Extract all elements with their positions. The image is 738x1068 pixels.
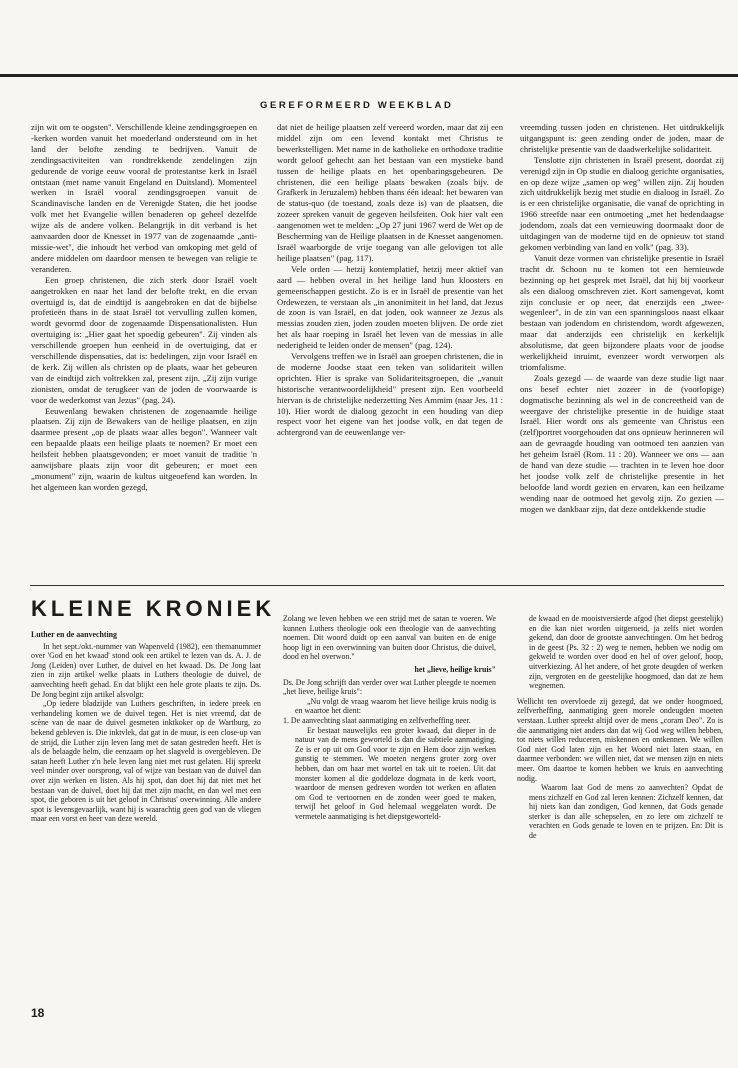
- article-column-3: [520, 122, 724, 515]
- paragraph: Wellicht ten overvloede zij gezegd, dat we onder hoogmoed, zelfverheffing, aanmatiging geen morele ondeugden moeten verstaan. Luther spreekt altijd over de mens „coram Deo". Zo is die aanmatiging niet anders dan dat wij God weg willen hebben, tot niets willen reduceren, miskennen en ontkennen. We willen God niet God laten zijn en het Woord niet laten staan, en daarmee verbonden: we willen niet, dat we mensen zijn en niets meer. Om daartoe te komen hebben we kruis en aanvechting nodig.: [517, 696, 723, 783]
- list-item: 1. De aanvechting slaat aanmatiging en zelfverheffing neer.: [283, 715, 471, 725]
- kroniek-column-3: [517, 614, 723, 841]
- paragraph: vreemding tussen joden en christenen. Het uitdrukkelijk uitgangspunt is: geen zending onder de joden, maar de christelijke presentie van de daadwerkelijke solidariteit.: [520, 122, 724, 154]
- article-column-2: [277, 122, 503, 438]
- quote-paragraph: Waarom laat God de mens zo aanvechten? Opdat de mens zichzelf en God zal leren kennen: Zichzelf kennen, dat hij niets kan dan zondigen, God kennen, dat Gods genade sterker is dan alle schepselen, en zo lere om zichzelf te verachten en Gods genade te loven en te prijzen. En: Dit is de: [529, 783, 723, 841]
- quote-paragraph: Er bestaat nauwelijks een groter kwaad, dat dieper in de natuur van de mens geworteld is dan die subtiele aanmatiging. Ze is er op uit om God voor te zijn en Hem door zijn werken gunstig te stemmen. We moeten nergens groter zorg over hebben, dan om haar met wortel en tak uit te roeien. Uit dat monster komen al die goddeloze dogmata in de kerk voort, waardoor de mensen gedreven worden tot werken en aflaten om God te vertoornen en de zonden weer goed te maken, terwijl het geloof in God helemaal weggelaten wordt. De vermetele aanmatiging is het diepstgeworteld-: [295, 725, 496, 821]
- subheading: het „lieve, heilige kruis": [414, 664, 496, 674]
- paragraph: Ds. De Jong schrijft dan verder over wat Luther pleegde te noemen „het lieve, heilige kruis":: [283, 677, 496, 697]
- masthead: GEREFORMEERD WEEKBLAD: [260, 100, 454, 111]
- kroniek-column-2: [283, 614, 496, 821]
- quote-paragraph: de kwaad en de mooistversierde afgod (het diepst geestelijk) en die kan niet worden uitgeroeid, ja zelfs niet worden gekend, dan door de grootste aanvechtingen. Om het bedrog in de geest (Ps. 32 : 2) weg te nemen, hebben we nodig om gekweld te worden over dood en hel of over geloof, hoop, uitverkiezing. Al het andere, of het grote deugden of werken zijn, vergroten en de geestelijke hoogmoed, dan dat ze hem wegnemen.: [529, 614, 723, 691]
- paragraph: zijn wit om te oogsten". Verschillende kleine zendingsgroepen en -kerken worden vanuit het moederland ondersteund om in het land der belofte zending te bedrijven. Vanuit de zendingsactiviteiten van rondtrekkende zendelingen zijn gedurende de vorige eeuw vooral de protestantse kerk in Israël ontstaan (met name vanuit Engeland en Duitsland). Momenteel werken in Israël vooral zendingsgroepen vanuit de Scandinavische landen en de Verenigde Staten, die het joodse volk met het Evangelie willen benaderen op geheel dezelfde wijze als de andere volken. Belangrijk in dit verband is het aanvaarden door de Knesset in 1977 van de zogenaamde „anti-missie-wet", die inhoudt het verbod van omkoping met geld of andere middelen om daardoor mensen te bewegen van religie te veranderen.: [31, 122, 257, 274]
- paragraph: Vele orden — hetzij kontemplatief, hetzij meer aktief van aard — hebben overal in het heilige land hun kloosters en gemeenschappen gesticht. Zo is er in Israël de presentie van het Ordewezen, te verstaan als „in anonimiteit in het land, dat Jezus de zoon is van Israël, en dat joden, ook wanneer ze Jezus als messias zouden zien, joden zouden moeten blijven. De orde ziet het als haar roeping in Israël het leven van de messias in alle nederigheid te leiden onder de mensen" (pag. 124).: [277, 263, 503, 351]
- paragraph: dat niet de heilige plaatsen zelf vereerd worden, maar dat zij een middel zijn om een levend kontakt met Christus te bewerkstelligen. Met name in de katholieke en orthodoxe traditie wordt geloof gehecht aan het bestaan van een mystieke band tussen de heilige plaats en het openbaringsgebeuren. De christenen, die een heilige plaats bewaken (zoals bijv. de Grafkerk in Jeruzalem) hebben thans één ideaal: het bewaren van de status-quo (de toestand, zoals deze is) van de plaatsen, die zozeer spreken vanuit de gegeven heilsfeiten. Ook hier valt een aangenomen wet te melden: „Op 27 juni 1967 werd de Wet op de Bescherming van de Heilige plaatsen in de Knesset aangenomen. Israël waarborgde de vrije toegang van alle gelovigen tot alle heilige plaatsen" (pag. 117).: [277, 122, 503, 263]
- page-number: 18: [31, 1006, 45, 1020]
- paragraph: Tenslotte zijn christenen in Israël present, doordat zij verenigd zijn in Op studie en dialoog gerichte organisaties, en op deze wijze „samen op weg" willen zijn. Zij houden zich uitdrukkelijk bezig met studie en dialoog in Israël. Zo is er een christelijke organisatie, die vanaf de oprichting in 1966 streefde naar een ontmoeting „met het hedendaagse jodendom, zoals dat een vernieuwing doormaakt door de uitdagingen van de moderne tijd en de opnieuw tot stand gekomen verbinding van land en volk" (pag. 33).: [520, 154, 724, 252]
- kroniek-title: KLEINE KRONIEK: [31, 596, 276, 621]
- paragraph: Zoals gezegd — de waarde van deze studie ligt naar ons besef echter niet zozeer in de (voorlopige) dogmatische bezinning als wel in de concreetheid van de weergave der christelijke presentie in de huidige staat Israël. Hier wordt ons als gemeente van Christus een (zelf)portret voorgehouden dat ons opnieuw herinneren wil aan de gevraagde houding van ootmoed ten aanzien van het geheim Israël (Rom. 11 : 20). Wanneer we ons — aan de hand van deze studie — trachten in te leven hoe door het joodse volk zelf de christelijke presentie in het beloofde land wordt gezien en ervaren, kan een heilzame wending naar de ootmoed het gevolg zijn. Zo gezien — mogen we dankbaar zijn, dat deze ontdekkende studie: [520, 372, 724, 514]
- paragraph: Vervolgens treffen we in Israël aan groepen christenen, die in de moderne Joodse staat een teken van solidariteit willen oprichten. Hier is sprake van Solidariteitsgroepen, die „vanuit historische verantwoordelijkheid" present zijn. Een voorbeeld hiervan is de christelijke nederzetting Nes Ammim (naar Jes. 11 : 10). Hier wordt de dialoog gezocht in een houding van diep respect voor het eigene van het joodse volk, en dat tegen de achtergrond van de eeuwenlange ver-: [277, 351, 503, 438]
- paragraph: Zolang we leven hebben we een strijd met de satan te voeren. We kunnen Luthers theologie ook een theologie van de aanvechting noemen. Dit woord duidt op een aanval van buiten en de enige hoop ligt in een overwinning van buiten door Christus, die duivel, dood en hel overwon.": [283, 614, 496, 662]
- quote-paragraph: „Nu volgt de vraag waarom het lieve heilige kruis nodig is en waartoe het dient:: [295, 696, 496, 716]
- quote-paragraph: „Op iedere bladzijde van Luthers geschriften, in iedere preek en verhandeling komen we de duivel tegen. Het is niet vreemd, dat de scène van de naar de duivel gesmeten inktkoker op de Wartburg, zo bekend gebleven is. Die inktvlek, dat gat in de muur, is een close-up van de strijd, die Luther zijn leven lang met de satan gestreden heeft. Het is als de belaagde helm, die eenzaam op het slagveld is overgebleven. De satan heeft Luther z'n hele leven lang niet met rust gelaten. Hij spreekt veel minder over oorsprong, val of wijze van bestaan van de duivel dan over zijn werken en listen. Als hij spot, dan doet hij dat niet met het bestaan van de duivel, doet hij dat met zijn macht, en dan wel met een spot, die geboren is uit het geloof in Christus' overwinning. Alle andere spot is levensgevaarlijk, want hij is waarachtig geen god van de vliegen maar een vorst en heer van deze wereld.: [31, 699, 261, 824]
- article-column-1: [31, 122, 257, 493]
- section-heading: Luther en de aanvechting: [31, 630, 117, 639]
- paragraph: Vanuit deze vormen van christelijke presentie in Israël tracht dr. Schoon nu te komen tot een hernieuwde bezinning op het gesprek met Israël, dat hij bij voorkeur als een dialoog omschreven ziet. Kort samengevat, komt zijn conclusie er op neer, dat enerzijds een „twee-wegenleer", in de zin van een spanningsloos naast elkaar bestaan van jodendom en christendom, wordt afgewezen, maar dat anderzijds een christelijk en kerkelijk absolutisme, dat geen bijzondere plaats voor de joodse werkelijkheid inruimt, evenzeer wordt verworpen als triomfalisme.: [520, 252, 724, 372]
- paragraph: Eeuwenlang bewaken christenen de zogenaamde heilige plaatsen. Zij zijn de Bewakers van de heilige plaatsen, en zijn daarmee present „op de plaats waar alles begon". Wanneer valt een bepaalde plaats een heilige plaats te noemen? Er moet een heilsfeit hebben plaatsgevonden; er moet vanuit de traditie 'n aanwijsbare plaats zijn voor dit gebeuren; er moet een „monument" zijn, waarin de kultus uitgeoefend kan worden. In het algemeen kan worden gezegd,: [31, 405, 257, 492]
- paragraph: In het sept./okt.-nummer van Wapenveld (1982), een themanummer over 'God en het kwaad' stond ook een artikel te lezen van ds. A. J. de Jong (Leiden) over Luther, de duivel en het kwaad. Ds. De Jong laat zien in zijn artikel welke plaats in Luthers theologie de duivel, de aanvechting heeft gehad. En dat blijkt een hele grote plaats te zijn. Ds. De Jong begint zijn artikel alsvolgt:: [31, 641, 261, 699]
- paragraph: Een groep christenen, die zich sterk door Israël voelt aangetrokken en naar het land der belofte trekt, en die ervan overtuigd is, dat de eindtijd is aangebroken en dat de bijbelse profetieën thans in de staat Israël tot vervulling zullen komen, wordt gevormd door de zogenaamde Dispensationalisten. Hun overtuiging is: „Hier gaat het spoedig gebeuren". Zij vinden als verschillende groepen hun eenheid in de overtuiging, dat er verschillende dispensaties, dat is: bedelingen, zijn voor Israël en de kerk. Zij willen als christen op de plaats, waar het gebeuren van de eindtijd zich voltrekken zal, present zijn. „Zij zijn vurige zionisten, omdat de terugkeer van de joden de voorwaarde is voor de wederkomst van Jezus" (pag. 24).: [31, 274, 257, 405]
- kroniek-column-1: [31, 628, 261, 824]
- top-rule: [0, 74, 738, 77]
- section-divider: [30, 585, 724, 586]
